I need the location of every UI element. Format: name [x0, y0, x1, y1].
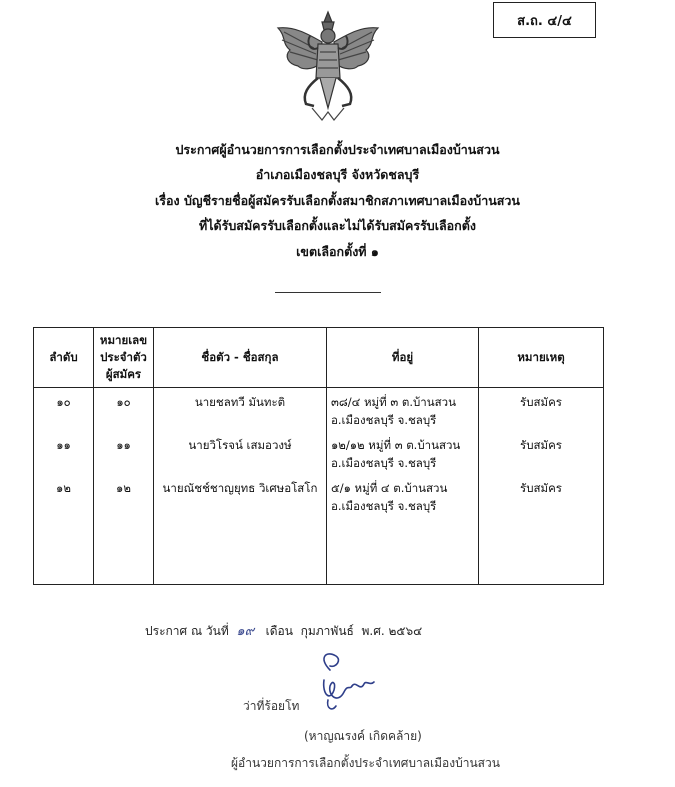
row-address [327, 474, 479, 517]
signer-name: (หาญณรงค์ เกิดคล้าย) [304, 729, 422, 743]
header-candidate-number [94, 328, 154, 388]
row-name: นายวิโรจน์ เสมอวงษ์ [154, 431, 327, 474]
row-address-line-2: อ.เมืองชลบุรี จ.ชลบุรี [331, 499, 437, 513]
signer-title: ผู้อำนวยการการเลือกตั้งประจำเทศบาลเมืองบ้านสวน [231, 756, 500, 770]
header-name: ชื่อตัว - ชื่อสกุล [154, 328, 327, 388]
table-row [34, 431, 604, 474]
row-address-line-2: อ.เมืองชลบุรี จ.ชลบุรี [331, 456, 437, 470]
row-address-line-1: ๓๘/๔ หมู่ที่ ๓ ต.บ้านสวน [331, 395, 456, 409]
header-order: ลำดับ [34, 328, 94, 388]
table-row [34, 388, 604, 432]
handwritten-signature [300, 650, 380, 720]
candidates-table [33, 327, 604, 585]
row-address-line-2: อ.เมืองชลบุรี จ.ชลบุรี [331, 413, 437, 427]
signer-rank: ว่าที่ร้อยโท [243, 699, 300, 713]
heading-line-4: ที่ได้รับสมัครรับเลือกตั้งและไม่ได้รับสมัครรับเลือกตั้ง [199, 218, 476, 233]
row-number: ๑๒ [94, 474, 154, 517]
heading-divider [275, 292, 381, 293]
row-address-line-1: ๑๒/๑๒ หมู่ที่ ๓ ต.บ้านสวน [331, 438, 461, 452]
row-order: ๑๒ [34, 474, 94, 517]
header-number-line-2: ประจำตัว [100, 350, 147, 364]
header-number-line-1: หมายเลข [99, 333, 148, 347]
row-address [327, 388, 479, 432]
announcement-month-label: เดือน [265, 624, 293, 638]
heading-line-1: ประกาศผู้อำนวยการการเลือกตั้งประจำเทศบาลเมืองบ้านสวน [175, 142, 500, 157]
row-number: ๑๑ [94, 431, 154, 474]
row-address-line-1: ๕/๑ หมู่ที่ ๔ ต.บ้านสวน [331, 481, 448, 495]
row-remark: รับสมัคร [479, 388, 604, 432]
row-name: นายณัชช์ชาญยุทธ วิเศษอโสโก [154, 474, 327, 517]
row-remark: รับสมัคร [479, 474, 604, 517]
header-remark: หมายเหตุ [479, 328, 604, 388]
announcement-date [145, 620, 422, 641]
garuda-emblem-icon [272, 8, 384, 124]
table-empty-row [34, 517, 604, 585]
row-address [327, 431, 479, 474]
form-code-text: ส.ถ. ๔/๔ [517, 13, 572, 29]
row-order: ๑๑ [34, 431, 94, 474]
header-address: ที่อยู่ [327, 328, 479, 388]
announcement-month: กุมภาพันธ์ [300, 624, 354, 638]
row-order: ๑๐ [34, 388, 94, 432]
heading-line-2: อำเภอเมืองชลบุรี จังหวัดชลบุรี [255, 167, 420, 182]
table-header-row [34, 328, 604, 388]
announcement-year: พ.ศ. ๒๕๖๔ [361, 624, 423, 638]
announcement-prefix: ประกาศ ณ วันที่ [145, 624, 229, 638]
form-code-box [493, 2, 596, 38]
row-name: นายชลทวี มันทะติ [154, 388, 327, 432]
table-row [34, 474, 604, 517]
header-number-line-3: ผู้สมัคร [105, 367, 142, 381]
heading-subject: เรื่อง บัญชีรายชื่อผู้สมัครรับเลือกตั้งสมาชิกสภาเทศบาลเมืองบ้านสวน [155, 193, 520, 208]
heading-district: เขตเลือกตั้งที่ ๑ [296, 244, 379, 259]
row-remark: รับสมัคร [479, 431, 604, 474]
row-number: ๑๐ [94, 388, 154, 432]
announcement-day: ๑๙ [236, 624, 255, 639]
